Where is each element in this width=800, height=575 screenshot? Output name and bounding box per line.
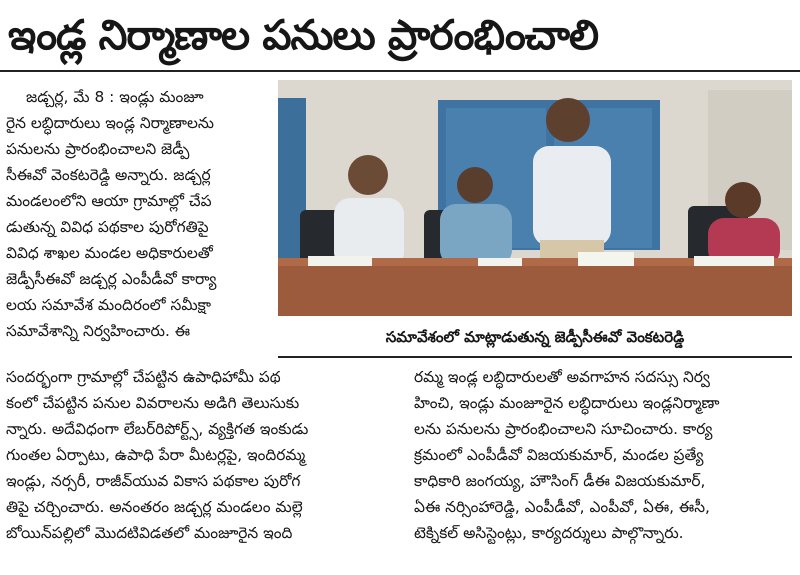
news-photo: [278, 80, 792, 316]
body-line: డుతున్న వివిధ పథకాల పురోగతిపై: [6, 218, 209, 236]
body-line: ఇండ్లు, నర్సరీ, రాజీవ్‌యువ వికాస పథకాల పురోగ: [6, 472, 301, 490]
body-line: రైన లబ్ధిదారులు ఇండ్ల నిర్మాణాలను: [6, 114, 214, 132]
body-line: రమ్మ ఇండ్ల లబ్ధిదారులతో అవగాహన సదస్సు నిర్వ: [414, 368, 710, 386]
photo-caption: సమావేశంలో మాట్లాడుతున్న జెడ్పీసీఈవో వెంకటరెడ్డి: [278, 318, 792, 358]
article-column-lower-left: [6, 364, 406, 546]
body-line: హించి, ఇండ్లు మంజూరైన లబ్ధిదారులు ఇండ్లనిర్మాణా: [414, 394, 720, 412]
body-line: క్రమంలో ఎంపీడీవో విజయకుమార్, మండల ప్రత్యే: [414, 446, 704, 464]
body-line: లను పనులను ప్రారంభించాలని సూచించారు. కార్య: [414, 420, 713, 438]
body-line: లయ సమావేశ మందిరంలో సమీక్షా: [6, 296, 211, 314]
body-line: సీఈవో వెంకటరెడ్డి అన్నారు. జడ్చర్ల: [6, 166, 211, 184]
article-column-left: [6, 84, 274, 344]
body-line: ఏఈ నర్సింహారెడ్డి, ఎంపీడీవో, ఎంపీవో, ఏఈ, ఈసీ,: [414, 498, 710, 516]
article-column-right: [414, 364, 794, 546]
body-line: జెడ్పీసీఈవో జడ్చర్ల ఎంపీడీవో కార్యా: [6, 270, 217, 288]
body-line: సమావేశాన్ని నిర్వహించారు. ఈ: [6, 322, 191, 340]
body-line: బోయిన్‌పల్లిలో మొదటివిడతలో మంజూరైన ఇంది: [6, 524, 293, 542]
body-line: గుంతల ఏర్పాటు, ఉపాధి పేరా మీటర్లపై, ఇందిరమ్మ: [6, 446, 306, 464]
body-line: మండలంలోని ఆయా గ్రామాల్లో చేప: [6, 192, 212, 210]
headline: ఇండ్ల నిర్మాణాల పనులు ప్రారంభించాలి: [8, 11, 599, 59]
body-line: కంలో చేపట్టిన పనుల వివరాలను అడిగి తెలుసుకు: [6, 394, 300, 412]
body-line: జడ్చర్ల, మే 8 : ఇండ్లు మంజూ: [26, 88, 204, 106]
body-line: కాధికారి జంగయ్య, హౌసింగ్ డీఈ విజయకుమార్,: [414, 472, 706, 490]
body-line: పనులను ప్రారంభించాలని జెడ్పీ: [6, 140, 190, 158]
body-line: వివిధ శాఖల మండల అధికారులతో: [6, 244, 213, 262]
body-line: టెక్నికల్ అసిస్టెంట్లు, కార్యదర్శులు పాల్గొన్నారు.: [414, 524, 684, 542]
body-line: న్నారు. అదేవిధంగా లేబర్‌రిపోర్ట్స్, వ్యక్తిగత ఇంకుడు: [6, 420, 309, 438]
body-line: తిపై చర్చించారు. అనంతరం జడ్చర్ల మండలం మల్లె: [6, 498, 303, 516]
body-line: సందర్భంగా గ్రామాల్లో చేపట్టిన ఉపాధిహామీ పథ: [6, 368, 281, 386]
headline-rule: [0, 70, 800, 72]
